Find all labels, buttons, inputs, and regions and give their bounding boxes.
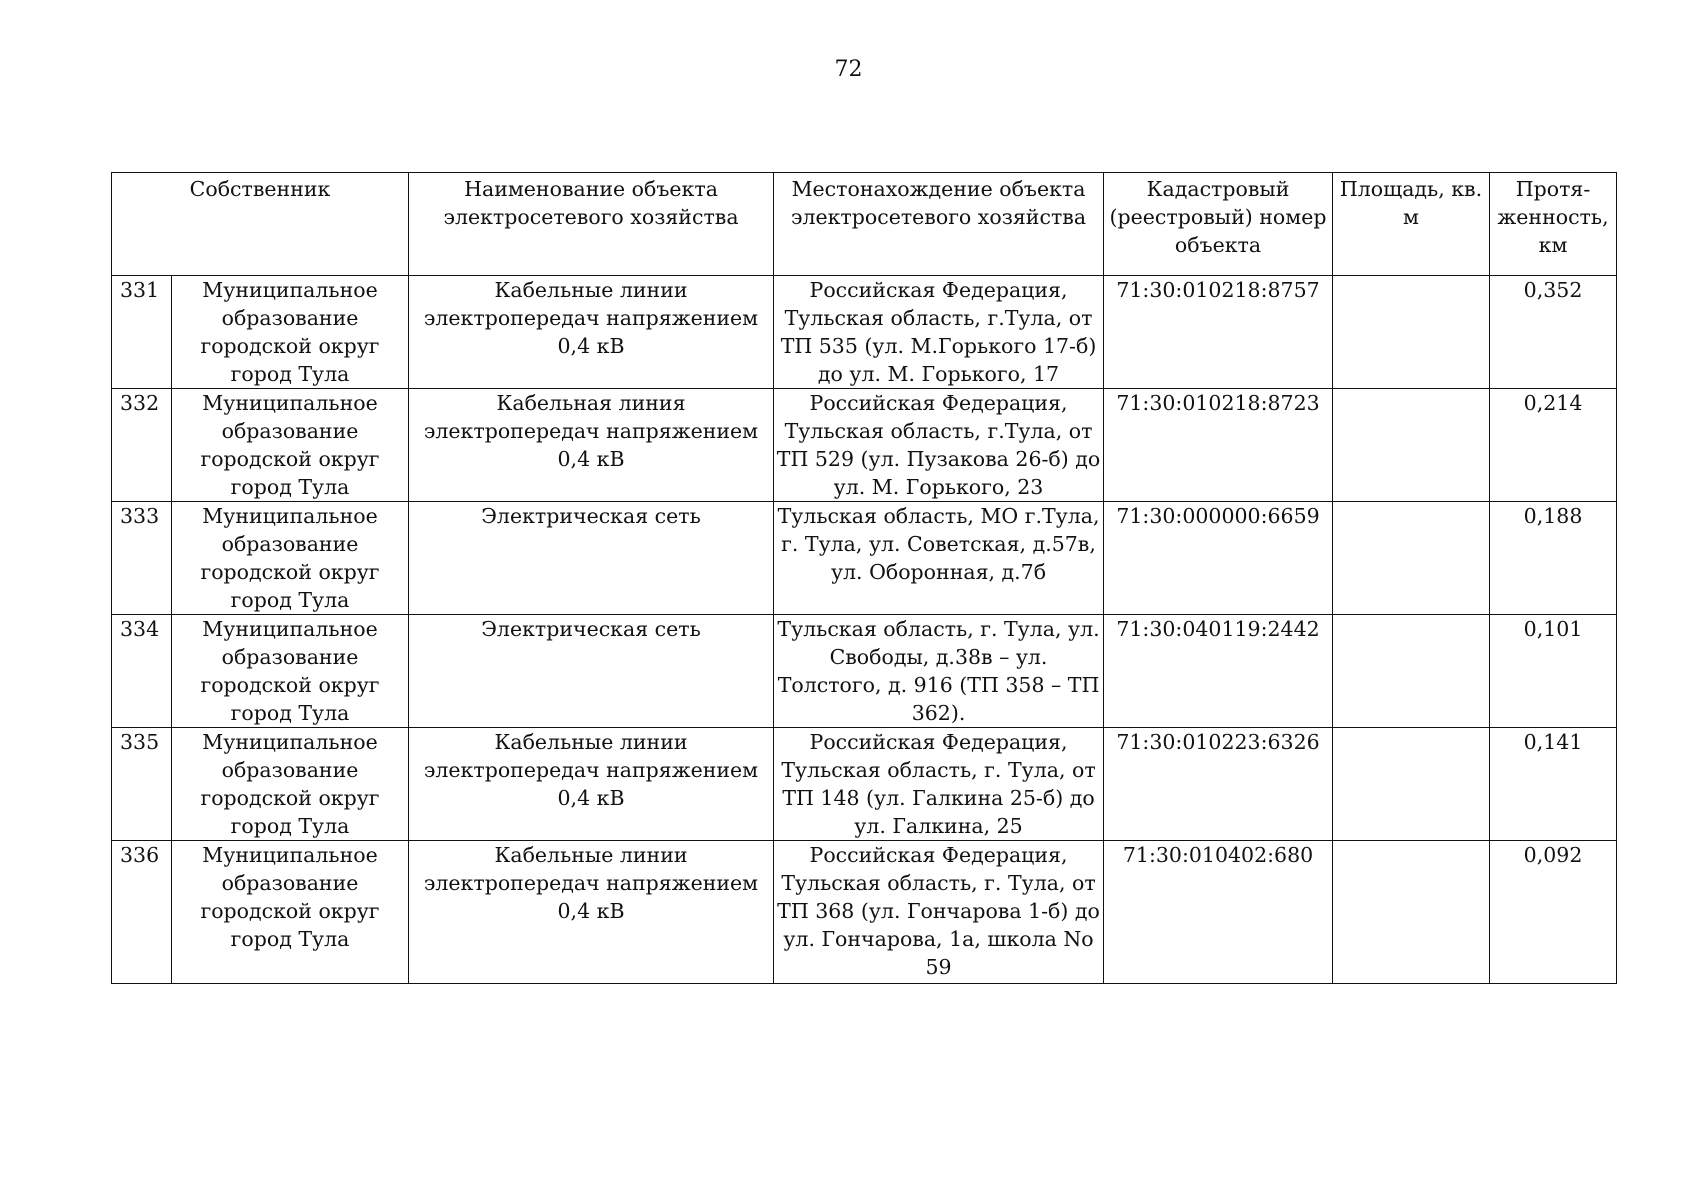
object-name-cell: Электрическая сеть <box>409 615 774 728</box>
area-cell <box>1333 502 1490 615</box>
location-cell: Российская Федерация, Тульская область, г.Тула, от ТП 529 (ул. Пузакова 26-б) до ул. М. Горького, 23 <box>774 389 1104 502</box>
length-cell: 0,188 <box>1490 502 1617 615</box>
header-object-name: Наименование объекта электросетевого хозяйства <box>409 173 774 276</box>
row-number: 331 <box>112 276 172 389</box>
header-owner: Собственник <box>112 173 409 276</box>
owner-cell: Муниципальное образование городской округ город Тула <box>172 276 409 389</box>
cadastral-cell: 71:30:040119:2442 <box>1104 615 1333 728</box>
row-number: 335 <box>112 728 172 841</box>
location-cell: Тульская область, МО г.Тула, г. Тула, ул. Советская, д.57в, ул. Оборонная, д.7б <box>774 502 1104 615</box>
area-cell <box>1333 728 1490 841</box>
row-number: 334 <box>112 615 172 728</box>
owner-cell: Муниципальное образование городской округ город Тула <box>172 502 409 615</box>
area-cell <box>1333 389 1490 502</box>
length-cell: 0,214 <box>1490 389 1617 502</box>
location-cell: Российская Федерация, Тульская область, г.Тула, от ТП 535 (ул. М.Горького 17-б) до ул. М. Горького, 17 <box>774 276 1104 389</box>
cadastral-cell: 71:30:000000:6659 <box>1104 502 1333 615</box>
owner-cell: Муниципальное образование городской округ город Тула <box>172 841 409 984</box>
header-location: Местонахождение объекта электросетевого хозяйства <box>774 173 1104 276</box>
cadastral-cell: 71:30:010223:6326 <box>1104 728 1333 841</box>
cadastral-cell: 71:30:010218:8757 <box>1104 276 1333 389</box>
length-cell: 0,141 <box>1490 728 1617 841</box>
table-row <box>112 841 1617 984</box>
row-number: 333 <box>112 502 172 615</box>
location-cell: Российская Федерация, Тульская область, г. Тула, от ТП 148 (ул. Галкина 25-б) до ул. Галкина, 25 <box>774 728 1104 841</box>
row-number: 336 <box>112 841 172 984</box>
length-cell: 0,101 <box>1490 615 1617 728</box>
object-name-cell: Электрическая сеть <box>409 502 774 615</box>
table-row <box>112 502 1617 615</box>
cadastral-cell: 71:30:010218:8723 <box>1104 389 1333 502</box>
cadastral-cell: 71:30:010402:680 <box>1104 841 1333 984</box>
table-header-row <box>112 173 1617 276</box>
table-row <box>112 728 1617 841</box>
row-number: 332 <box>112 389 172 502</box>
object-name-cell: Кабельные линии электропередач напряжением 0,4 кВ <box>409 841 774 984</box>
location-cell: Российская Федерация, Тульская область, г. Тула, от ТП 368 (ул. Гончарова 1-б) до ул. Гончарова, 1а, школа No 59 <box>774 841 1104 984</box>
table-row <box>112 389 1617 502</box>
area-cell <box>1333 276 1490 389</box>
location-cell: Тульская область, г. Тула, ул. Свободы, д.38в – ул. Толстого, д. 916 (ТП 358 – ТП 362). <box>774 615 1104 728</box>
table-row <box>112 615 1617 728</box>
page-number: 72 <box>834 57 863 82</box>
object-name-cell: Кабельные линии электропередач напряжением 0,4 кВ <box>409 276 774 389</box>
owner-cell: Муниципальное образование городской округ город Тула <box>172 615 409 728</box>
owner-cell: Муниципальное образование городской округ город Тула <box>172 389 409 502</box>
object-name-cell: Кабельная линия электропередач напряжением 0,4 кВ <box>409 389 774 502</box>
length-cell: 0,092 <box>1490 841 1617 984</box>
owner-cell: Муниципальное образование городской округ город Тула <box>172 728 409 841</box>
table-row <box>112 276 1617 389</box>
header-area: Площадь, кв. м <box>1333 173 1490 276</box>
area-cell <box>1333 615 1490 728</box>
length-cell: 0,352 <box>1490 276 1617 389</box>
registry-table <box>111 172 1617 984</box>
header-length: Протя-женность, км <box>1490 173 1617 276</box>
area-cell <box>1333 841 1490 984</box>
header-cadastral-number: Кадастровый (реестровый) номер объекта <box>1104 173 1333 276</box>
object-name-cell: Кабельные линии электропередач напряжением 0,4 кВ <box>409 728 774 841</box>
